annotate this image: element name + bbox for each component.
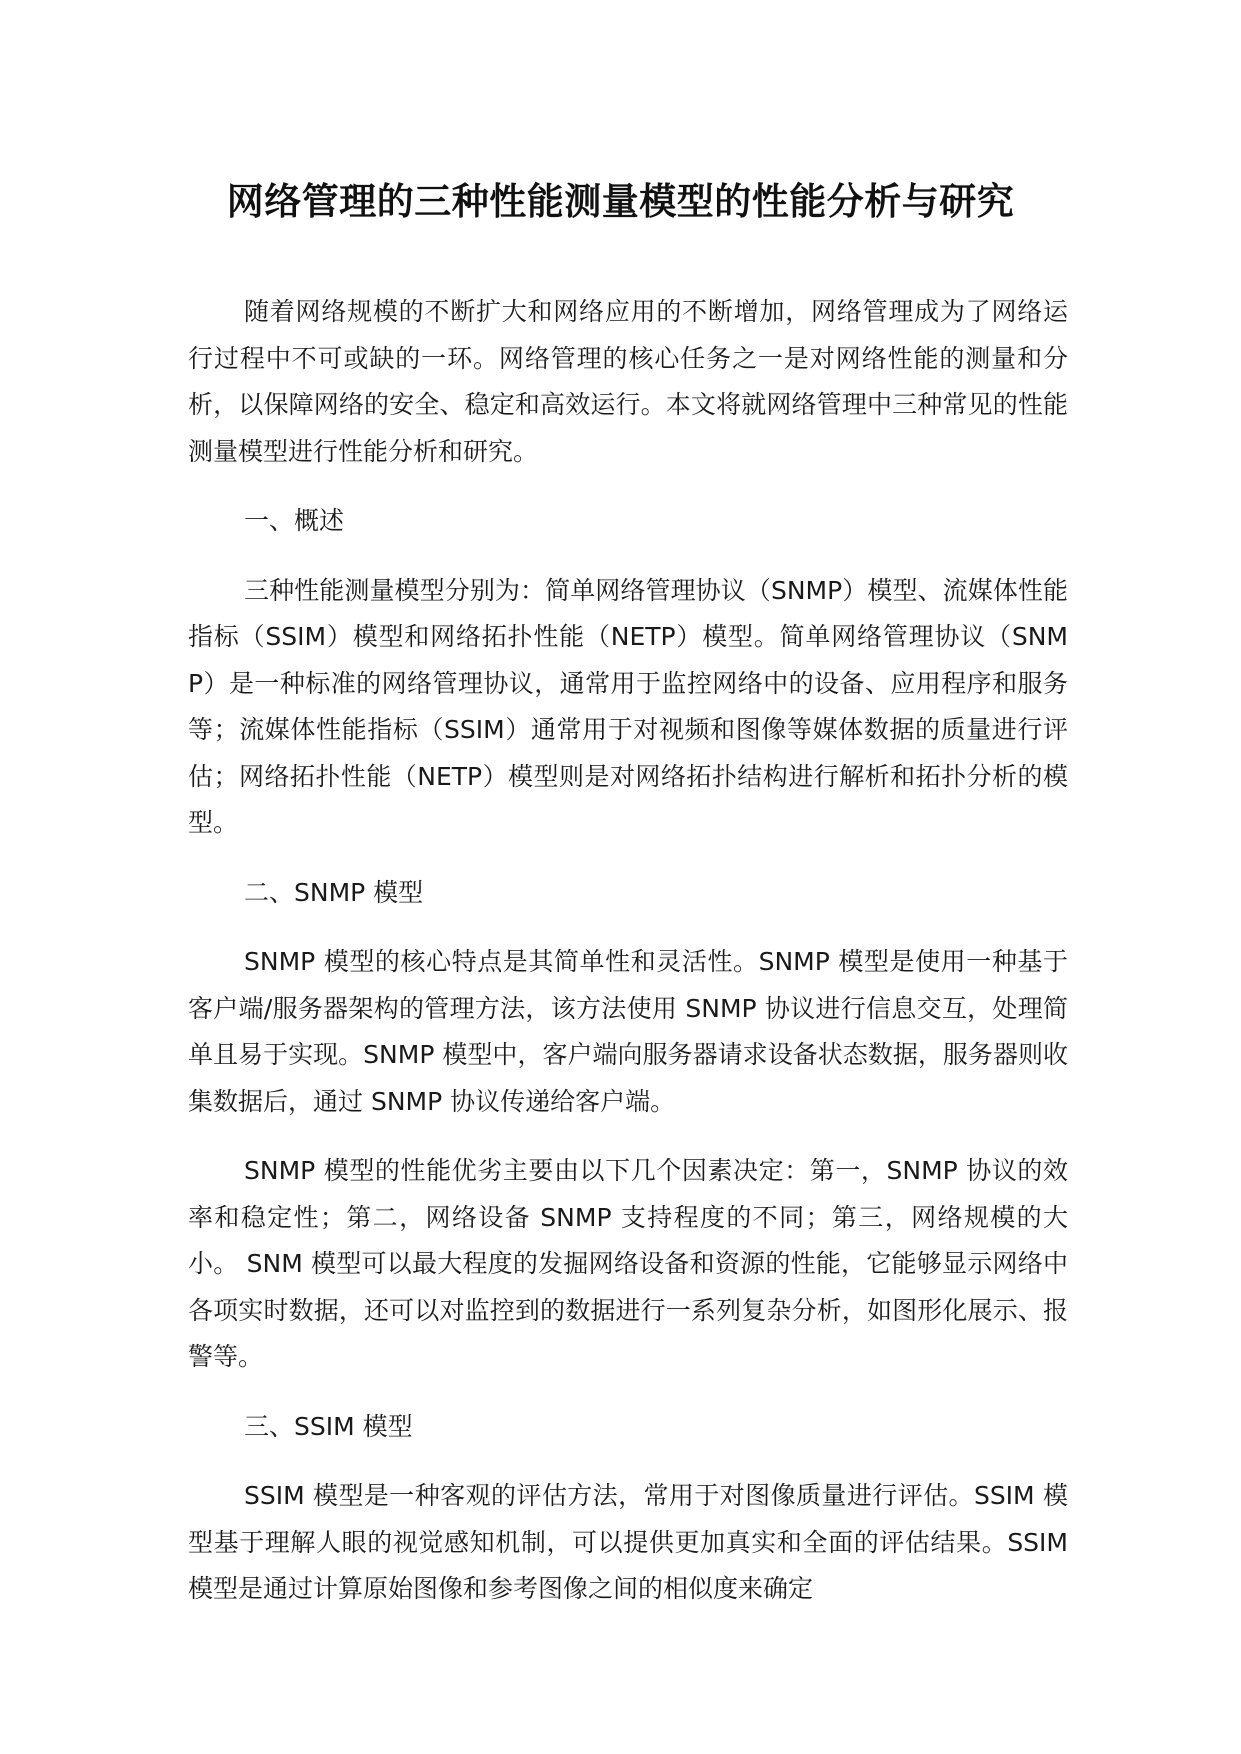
document-title: 网络管理的三种性能测量模型的性能分析与研究 [226, 180, 1015, 223]
section-heading-overview: 一、概述 [244, 506, 345, 535]
paragraph-overview: 三种性能测量模型分别为：简单网络管理协议（SNMP）模型、流媒体性能指标（SSIM）模型和网络拓扑性能（NETP）模型。简单网络管理协议（SNMP）是一种标准的网络管理协议，通常用于监控网络中的设备、应用程序和服务等；流媒体性能指标（SSIM）通常用于对视频和图像等媒体数据的质量进行评估；网络拓扑性能（NETP）模型则是对网络拓扑结构进行解析和拓扑分析的模型。 [188, 575, 1068, 837]
paragraph-snmp-2: SNMP 模型的性能优劣主要由以下几个因素决定：第一，SNMP 协议的效率和稳定性；第二，网络设备 SNMP 支持程度的不同；第三，网络规模的大小。 SNM 模型可以最大程度的发掘网络设备和资源的性能，它能够显示网络中各项实时数据，还可以对监控到的数据进行一系列复杂分析，如图形化展示、报警等。 [188, 1156, 1068, 1371]
section-heading-snmp: 二、SNMP 模型 [244, 877, 424, 907]
section-heading-ssim: 三、SSIM 模型 [244, 1411, 413, 1441]
paragraph-intro: 随着网络规模的不断扩大和网络应用的不断增加，网络管理成为了网络运行过程中不可或缺的一环。网络管理的核心任务之一是对网络性能的测量和分析，以保障网络的安全、稳定和高效运行。本文将就网络管理中三种常见的性能测量模型进行性能分析和研究。 [188, 297, 1068, 466]
paragraph-ssim-1: SSIM 模型是一种客观的评估方法，常用于对图像质量进行评估。SSIM 模型基于理解人眼的视觉感知机制，可以提供更加真实和全面的评估结果。SSIM 模型是通过计算原始图像和参考图像之间的相似度来确定 [188, 1481, 1068, 1603]
document-body [188, 289, 1068, 1636]
paragraph-snmp-1: SNMP 模型的核心特点是其简单性和灵活性。SNMP 模型是使用一种基于客户端/服务器架构的管理方法，该方法使用 SNMP 协议进行信息交互，处理简单且易于实现。SNMP 模型中，客户端向服务器请求设备状态数据，服务器则收集数据后，通过 SNMP 协议传递给客户端。 [188, 947, 1068, 1116]
